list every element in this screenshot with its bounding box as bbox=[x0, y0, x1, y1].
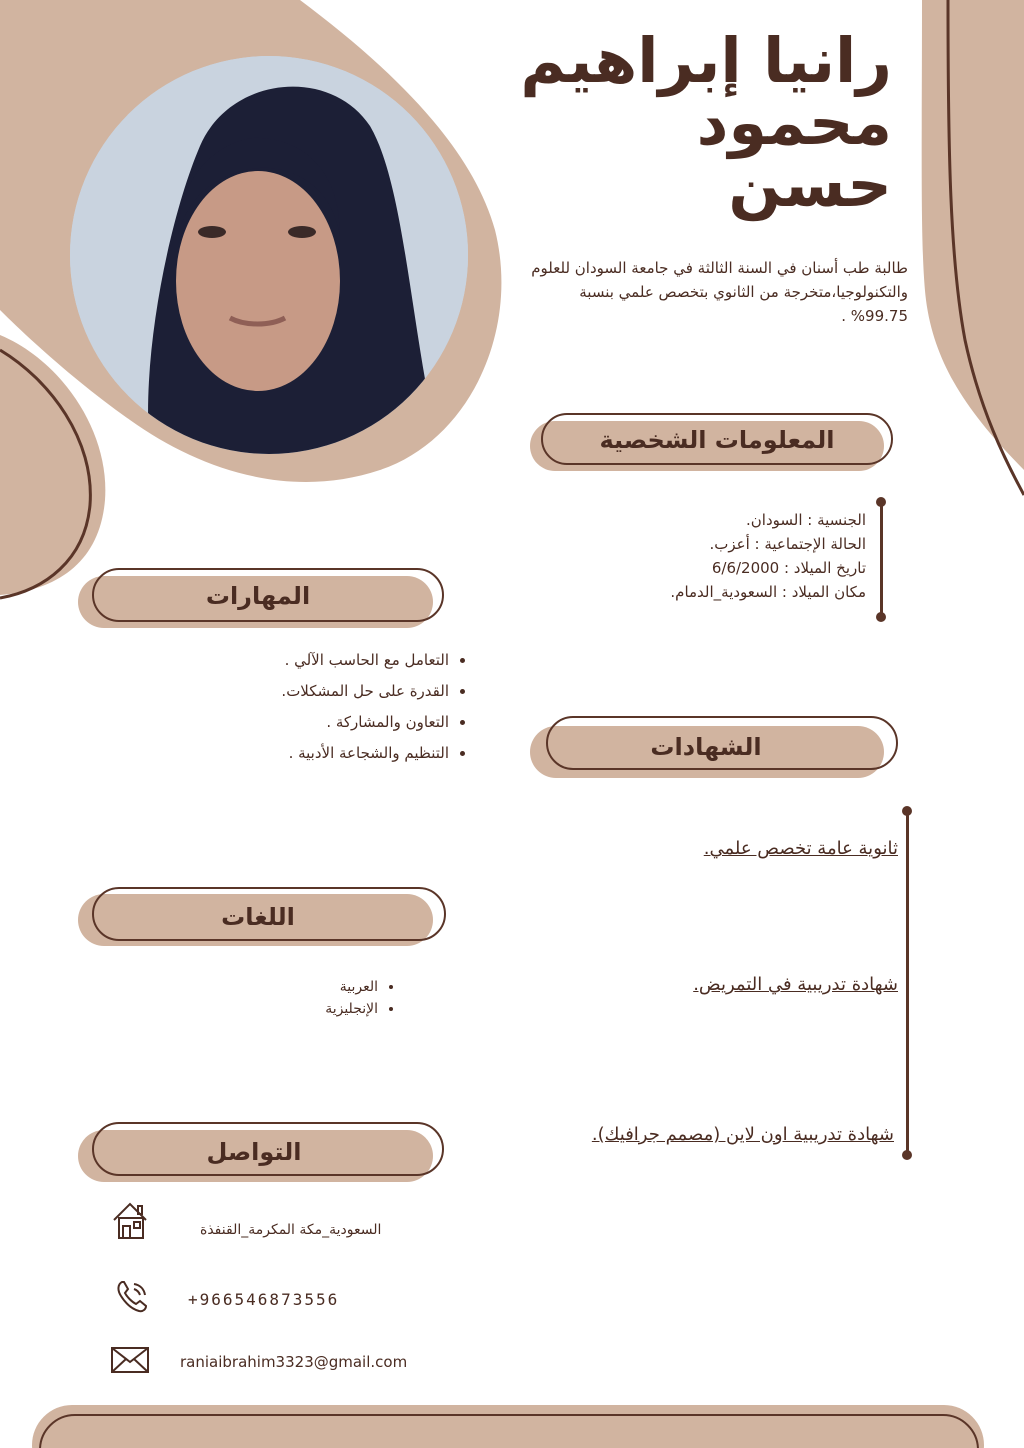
list-item: • التنظيم والشجاعة الأدبية . bbox=[281, 739, 449, 770]
contact-address: السعودية_مكة المكرمة_القنفذة bbox=[200, 1222, 382, 1238]
phone-icon bbox=[112, 1276, 152, 1316]
certificate-2: شهادة تدريبية في التمريض. bbox=[693, 974, 898, 995]
skills-heading: المهارات bbox=[205, 582, 311, 610]
languages-heading: اللغات bbox=[221, 903, 295, 931]
certificates-heading: الشهادات bbox=[650, 733, 762, 761]
contact-heading: التواصل bbox=[206, 1138, 302, 1166]
languages-list bbox=[325, 976, 398, 1020]
house-icon bbox=[110, 1200, 150, 1240]
name-line-1: رانيا إبراهيم bbox=[520, 24, 892, 97]
skills-list bbox=[281, 646, 471, 770]
timeline-dot bbox=[876, 497, 886, 507]
list-item: • الإنجليزية bbox=[325, 998, 378, 1020]
personal-heading: المعلومات الشخصية bbox=[599, 426, 835, 454]
personal-info-list bbox=[670, 508, 866, 604]
certificate-1: ثانوية عامة تخصص علمي. bbox=[703, 838, 898, 859]
name-line-3: حسن bbox=[728, 148, 892, 221]
marital-status: الحالة الإجتماعية : أعزب. bbox=[709, 535, 866, 553]
full-name bbox=[472, 24, 892, 221]
list-item: • التعامل مع الحاسب الآلي . bbox=[281, 646, 449, 677]
nationality: الجنسية : السودان. bbox=[746, 511, 866, 529]
contact-email[interactable]: raniaibrahim3323@gmail.com bbox=[180, 1353, 408, 1371]
birth-place: مكان الميلاد : السعودية_الدمام. bbox=[670, 583, 866, 601]
certificates-timeline bbox=[906, 812, 909, 1154]
timeline-dot bbox=[876, 612, 886, 622]
list-item: • التعاون والمشاركة . bbox=[281, 708, 449, 739]
list-item: • العربية bbox=[325, 976, 378, 998]
birth-date: تاريخ الميلاد : 6/6/2000 bbox=[711, 559, 866, 577]
profile-photo bbox=[70, 56, 468, 454]
profile-summary: طالبة طب أسنان في السنة الثالثة في جامعة السودان للعلوم والتكنولوجيا،متخرجة من الثانوي بتخصص علمي بنسبة 99.75% . bbox=[531, 259, 908, 325]
name-line-2: محمود bbox=[696, 86, 892, 159]
personal-timeline bbox=[880, 502, 883, 618]
mail-icon bbox=[110, 1346, 150, 1374]
timeline-dot bbox=[902, 1150, 912, 1160]
certificate-3: شهادة تدريبية اون لاين (مصمم جرافيك). bbox=[591, 1124, 894, 1145]
contact-phone[interactable]: +966546873556 bbox=[188, 1290, 340, 1309]
timeline-dot bbox=[902, 806, 912, 816]
list-item: • القدرة على حل المشكلات. bbox=[281, 677, 449, 708]
